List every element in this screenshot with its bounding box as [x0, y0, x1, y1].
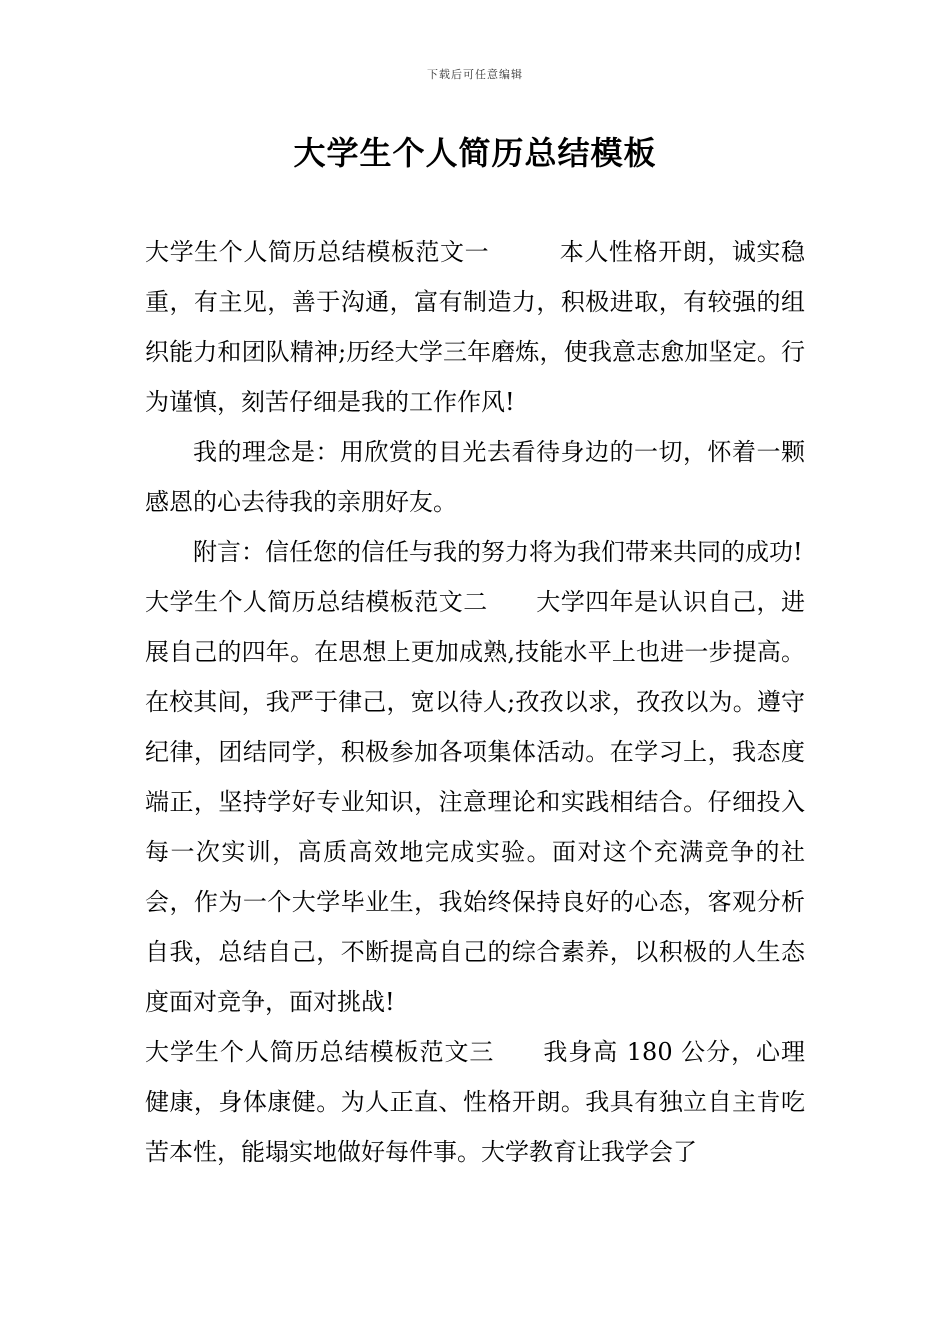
section-1-paragraph [145, 227, 805, 427]
document-body [145, 227, 805, 1177]
section-1-paragraph-2: 我的理念是：用欣赏的目光去看待身边的一切，怀着一颗感恩的心去待我的亲朋好友。 [145, 438, 805, 516]
section-2-body: 大学四年是认识自己，进展自己的四年。在思想上更加成熟,技能水平上也进一步提高。在校其间，我严于律己，宽以待人;孜孜以求，孜孜以为。遵守纪律，团结同学，积极参加各项集体活动。在学习上，我态度端正，坚持学好专业知识，注意理论和实践相结合。仔细投入每一次实训，高质高效地完成实验。面对这个充满竞争的社会，作为一个大学毕业生，我始终保持良好的心态，客观分析自我，总结自己，不断提高自己的综合素养，以积极的人生态度面对竞争，面对挑战! [145, 588, 806, 1016]
section-3-body: 我身高 180 公分，心理健康，身体康健。为人正直、性格开朗。我具有独立自主肯吃苦本性，能塌实地做好每件事。大学教育让我学会了 [145, 1038, 805, 1166]
section-1-paragraph-3: 附言：信任您的信任与我的努力将为我们带来共同的成功! [193, 538, 803, 566]
section-1-body: 本人性格开朗，诚实稳重，有主见，善于沟通，富有制造力，积极进取，有较强的组织能力和团队精神;历经大学三年磨炼，使我意志愈加坚定。行为谨慎，刻苦仔细是我的工作作风! [145, 238, 806, 416]
section-2-heading: 大学生个人简历总结模板范文二 [145, 588, 488, 616]
section-3-heading: 大学生个人简历总结模板范文三 [145, 1038, 495, 1066]
section-2-paragraph [145, 577, 805, 1027]
document-title: 大学生个人简历总结模板 [293, 134, 657, 172]
section-3-paragraph [145, 1027, 805, 1177]
header-note: 下载后可任意编辑 [427, 68, 523, 81]
section-1-heading: 大学生个人简历总结模板范文一 [145, 238, 490, 266]
